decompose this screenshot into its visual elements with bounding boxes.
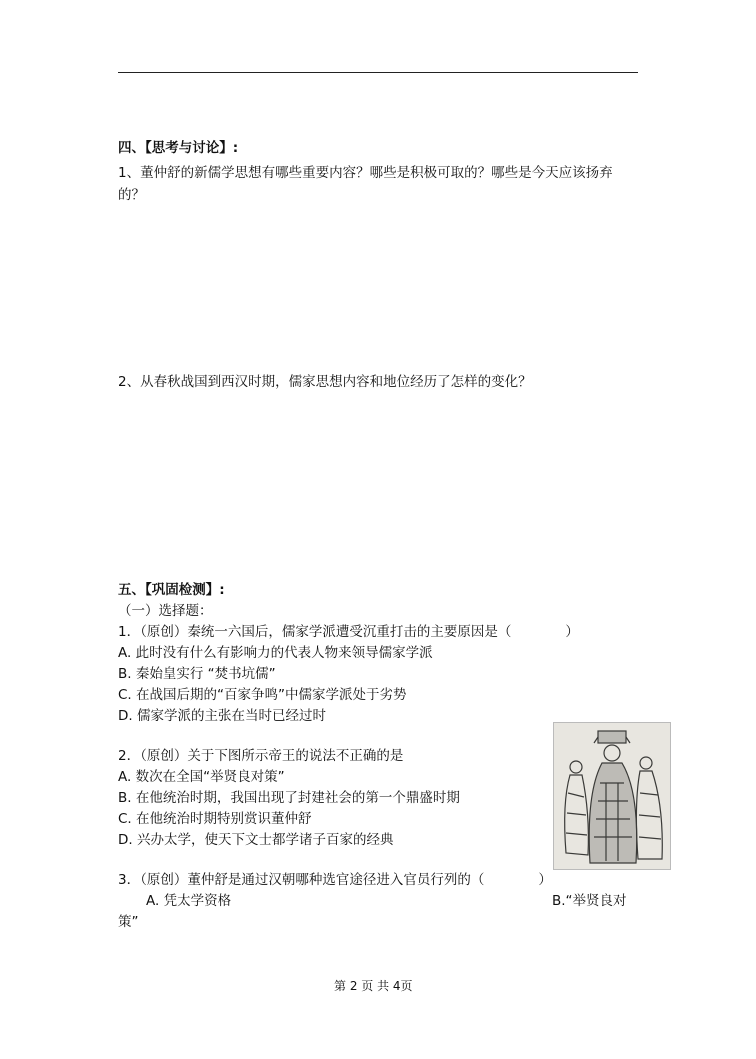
header-rule	[118, 72, 638, 73]
q2-text: 2、从春秋战国到西汉时期，儒家思想内容和地位经历了怎样的变化？	[118, 374, 532, 390]
question-1-option-b: B. 秦始皇实行 “焚书坑儒”	[118, 666, 276, 682]
question-1-option-a: A. 此时没有什么有影响力的代表人物来领导儒家学派	[118, 645, 433, 661]
choice-subheading: （一）选择题：	[118, 603, 213, 619]
q1-line1: 1、董仲舒的新儒学思想有哪些重要内容？哪些是积极可取的？哪些是今天应该扬弃	[118, 165, 613, 181]
question-3-option-a: A. 凭太学资格	[146, 893, 232, 909]
emperor-portrait	[553, 722, 671, 870]
section4-heading: 四、【思考与讨论】:	[118, 140, 239, 156]
question-3-option-b: B.“举贤良对	[552, 893, 627, 909]
q1-line2: 的？	[118, 187, 145, 203]
question-3-stem: 3．（原创）董仲舒是通过汉朝哪种选官途径进入官员行列的（ ）	[118, 872, 552, 888]
question-1-option-d: D. 儒家学派的主张在当时已经过时	[118, 708, 326, 724]
question-2-option-a: A. 数次在全国“举贤良对策”	[118, 769, 285, 785]
question-2-option-b: B. 在他统治时期，我国出现了封建社会的第一个鼎盛时期	[118, 790, 460, 806]
section5-heading: 五、【巩固检测】:	[118, 582, 225, 598]
page-footer: 第 2 页 共 4页	[334, 979, 413, 993]
question-2-stem: 2．（原创）关于下图所示帝王的说法不正确的是	[118, 748, 404, 764]
question-2-option-d: D. 兴办太学，使天下文士都学诸子百家的经典	[118, 832, 394, 848]
question-2-option-c: C. 在他统治时期特别赏识董仲舒	[118, 811, 312, 827]
question-3-option-b-continued: 策”	[118, 914, 139, 930]
question-1-option-c: C. 在战国后期的“百家争鸣”中儒家学派处于劣势	[118, 687, 407, 703]
emperor-portrait-drawing	[554, 723, 670, 869]
question-1-stem: 1．（原创）秦统一六国后，儒家学派遭受沉重打击的主要原因是（ ）	[118, 624, 579, 640]
